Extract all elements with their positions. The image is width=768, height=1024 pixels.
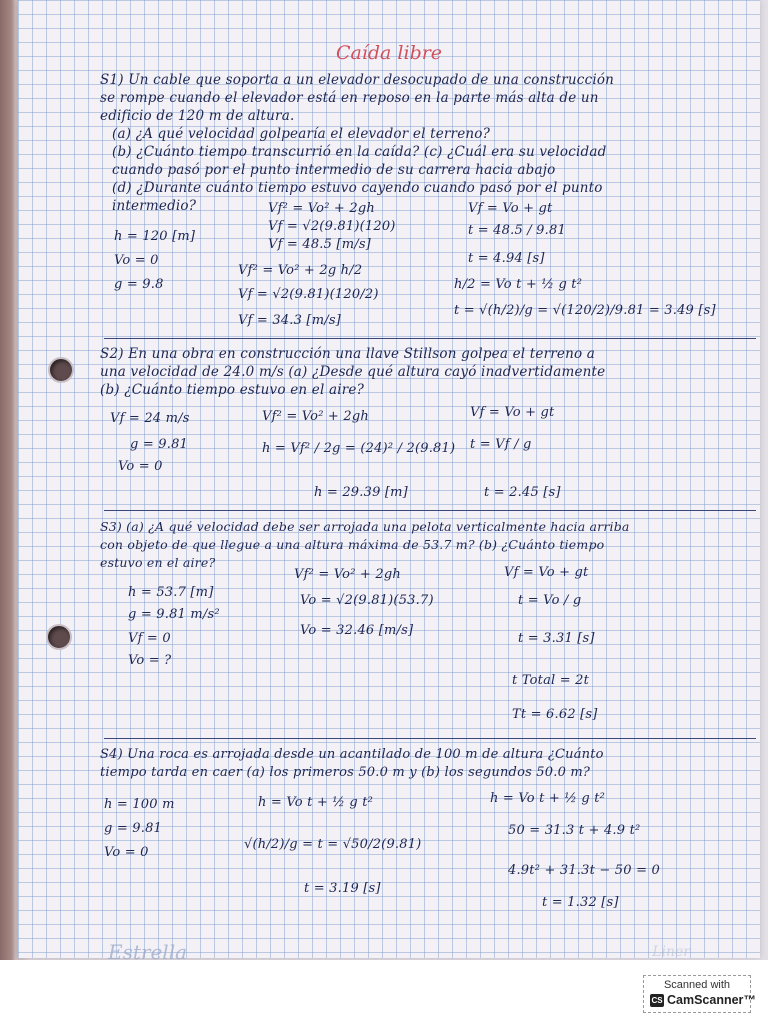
s1-given-vo: Vo = 0 — [114, 253, 159, 268]
notebook-brand-right: Liner — [652, 944, 690, 960]
s4-eq-b-1: h = Vo t + ½ g t² — [490, 791, 606, 806]
s3-statement-line-3: estuvo en el aire? — [100, 555, 216, 570]
s1-eq-c-1: Vf² = Vo² + 2g h/2 — [238, 263, 363, 278]
s3-eq-b-4: t Total = 2t — [512, 673, 590, 688]
camscanner-logo-icon: CS — [651, 995, 663, 1005]
s3-given-vo: Vo = ? — [128, 653, 172, 668]
s1-eq-c-2: Vf = √2(9.81)(120/2) — [238, 287, 379, 302]
s3-given-vf: Vf = 0 — [128, 631, 171, 646]
s3-eq-a-1: Vf² = Vo² + 2gh — [294, 567, 401, 582]
watermark-line-1: Scanned with — [663, 979, 731, 991]
s4-eq-a-3: t = 3.19 [s] — [304, 881, 381, 896]
notebook-brand: Estrella — [108, 940, 188, 960]
s1-question-c: cuando pasó por el punto intermedio de su carrera hacia abajo — [112, 162, 556, 178]
watermark-line-2 — [650, 993, 756, 1007]
s1-given-g: g = 9.8 — [114, 277, 164, 292]
s2-given-vo: Vo = 0 — [118, 459, 163, 474]
s1-eq-a-2: Vf = √2(9.81)(120) — [268, 219, 396, 234]
s3-eq-b-5: Tt = 6.62 [s] — [512, 707, 598, 722]
s1-statement-line-2: se rompe cuando el elevador está en reposo en la parte más alta de un — [100, 90, 599, 106]
s4-statement-line-1: S4) Una roca es arrojada desde un acantilado de 100 m de altura ¿Cuánto — [100, 747, 604, 762]
s1-given-h: h = 120 [m] — [114, 229, 196, 244]
s4-given-h: h = 100 m — [104, 797, 175, 812]
s4-eq-b-3: 4.9t² + 31.3t − 50 = 0 — [508, 863, 660, 878]
s1-eq-b-2: t = 48.5 / 9.81 — [468, 223, 566, 238]
s2-eq-a-1: Vf² = Vo² + 2gh — [262, 409, 369, 424]
s4-eq-b-2: 50 = 31.3 t + 4.9 t² — [508, 823, 641, 838]
s2-eq-a-2: h = Vf² / 2g = (24)² / 2(9.81) — [262, 441, 456, 456]
binder-hole-2 — [46, 624, 72, 650]
s4-statement-line-2: tiempo tarda en caer (a) los primeros 50.0 m y (b) los segundos 50.0 m? — [100, 765, 591, 780]
s3-eq-b-1: Vf = Vo + gt — [504, 565, 589, 580]
s1-eq-a-1: Vf² = Vo² + 2gh — [268, 201, 375, 216]
s4-eq-b-4: t = 1.32 [s] — [542, 895, 619, 910]
s2-statement-line-2: una velocidad de 24.0 m/s (a) ¿Desde qué altura cayó inadvertidamente — [100, 364, 606, 380]
s1-question-d-cont: intermedio? — [112, 198, 197, 214]
watermark-brand: CamScanner™ — [667, 993, 756, 1007]
s4-eq-a-2: √(h/2)/g = t = √50/2(9.81) — [244, 837, 422, 852]
s3-eq-a-3: Vo = 32.46 [m/s] — [300, 623, 414, 638]
s1-eq-a-3: Vf = 48.5 [m/s] — [268, 237, 371, 252]
s2-given-vf: Vf = 24 m/s — [110, 411, 190, 426]
s2-eq-b-2: t = Vf / g — [470, 437, 532, 452]
s3-eq-b-3: t = 3.31 [s] — [518, 631, 595, 646]
s1-question-d: (d) ¿Durante cuánto tiempo estuvo cayendo cuando pasó por el punto — [112, 180, 603, 196]
s3-eq-a-2: Vo = √2(9.81)(53.7) — [300, 593, 434, 608]
s3-given-h: h = 53.7 [m] — [128, 585, 214, 600]
s2-statement-line-1: S2) En una obra en construcción una llave Stillson golpea el terreno a — [100, 346, 596, 362]
s1-eq-d-2: t = √(h/2)/g = √(120/2)/9.81 = 3.49 [s] — [454, 303, 716, 318]
s1-statement-line-1: S1) Un cable que soporta a un elevador desocupado de una construcción — [100, 72, 615, 88]
s1-eq-d-1: h/2 = Vo t + ½ g t² — [454, 277, 583, 292]
s1-question-b: (b) ¿Cuánto tiempo transcurrió en la caída? (c) ¿Cuál era su velocidad — [112, 144, 607, 160]
s4-given-g: g = 9.81 — [104, 821, 163, 836]
page-title: Caída libre — [335, 42, 443, 64]
s2-eq-a-3: h = 29.39 [m] — [314, 485, 408, 500]
camscanner-watermark — [643, 975, 756, 1013]
divider-2 — [104, 510, 756, 511]
s3-statement-line-1: S3) (a) ¿A qué velocidad debe ser arrojada una pelota verticalmente hacia arriba — [100, 519, 630, 534]
divider-1 — [104, 338, 756, 339]
s1-statement-line-3: edificio de 120 m de altura. — [100, 108, 295, 124]
s4-eq-a-1: h = Vo t + ½ g t² — [258, 795, 374, 810]
s3-statement-line-2: con objeto de que llegue a una altura máxima de 53.7 m? (b) ¿Cuánto tiempo — [100, 537, 605, 552]
s4-given-vo: Vo = 0 — [104, 845, 149, 860]
s1-question-a: (a) ¿A qué velocidad golpearía el elevador el terreno? — [112, 126, 491, 142]
s2-statement-line-3: (b) ¿Cuánto tiempo estuvo en el aire? — [100, 382, 365, 398]
s2-eq-b-1: Vf = Vo + gt — [470, 405, 555, 420]
s1-eq-b-1: Vf = Vo + gt — [468, 201, 553, 216]
s1-eq-b-3: t = 4.94 [s] — [468, 251, 545, 266]
notebook-page — [18, 0, 760, 958]
s3-given-g: g = 9.81 m/s² — [128, 607, 220, 622]
s2-given-g: g = 9.81 — [130, 437, 189, 452]
s3-eq-b-2: t = Vo / g — [518, 593, 582, 608]
binder-hole-1 — [48, 357, 74, 383]
divider-3 — [104, 738, 756, 739]
s1-eq-c-3: Vf = 34.3 [m/s] — [238, 313, 341, 328]
s2-eq-b-3: t = 2.45 [s] — [484, 485, 561, 500]
